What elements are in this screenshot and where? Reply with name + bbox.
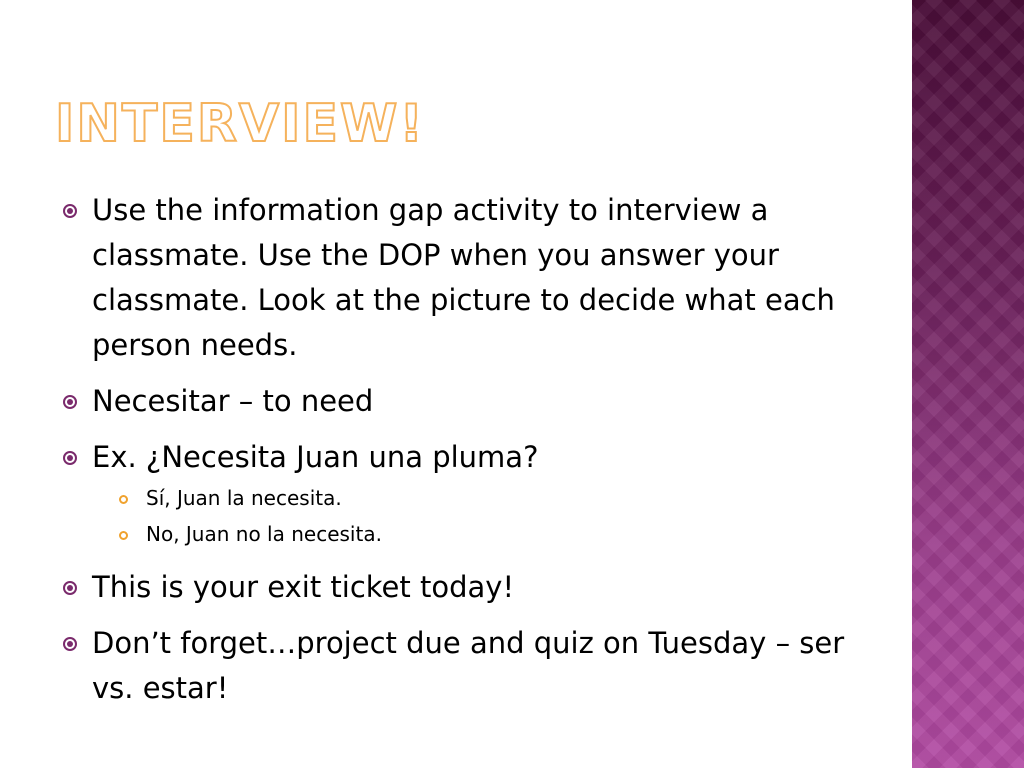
sub-bullet-item xyxy=(115,483,860,513)
bullet-text: This is your exit ticket today! xyxy=(92,570,515,604)
bullet-text: Don’t forget…project due and quiz on Tuesday – ser vs. estar! xyxy=(92,626,845,705)
sub-bullet-item xyxy=(115,519,860,549)
circle-dot-bullet-icon xyxy=(63,637,77,651)
circle-dot-bullet-icon xyxy=(63,451,77,465)
decorative-side-band xyxy=(912,0,1024,768)
hollow-circle-bullet-icon xyxy=(119,495,128,504)
bullet-item xyxy=(60,621,860,711)
bullet-list xyxy=(60,188,860,722)
hollow-circle-bullet-icon xyxy=(119,531,128,540)
bullet-item xyxy=(60,565,860,610)
bullet-text: Necesitar – to need xyxy=(92,384,374,418)
bullet-text: Ex. ¿Necesita Juan una pluma? xyxy=(92,440,539,474)
bullet-item xyxy=(60,188,860,368)
slide-title: INTERVIEW! xyxy=(55,94,426,154)
circle-dot-bullet-icon xyxy=(63,204,77,218)
circle-dot-bullet-icon xyxy=(63,395,77,409)
bullet-text: Use the information gap activity to interview a classmate. Use the DOP when you answer your classmate. Look at the picture to decide what each person needs. xyxy=(92,193,835,362)
bullet-item xyxy=(60,435,860,480)
circle-dot-bullet-icon xyxy=(63,581,77,595)
sub-bullet-text: No, Juan no la necesita. xyxy=(146,522,382,546)
bullet-item xyxy=(60,379,860,424)
sub-bullet-text: Sí, Juan la necesita. xyxy=(146,486,342,510)
